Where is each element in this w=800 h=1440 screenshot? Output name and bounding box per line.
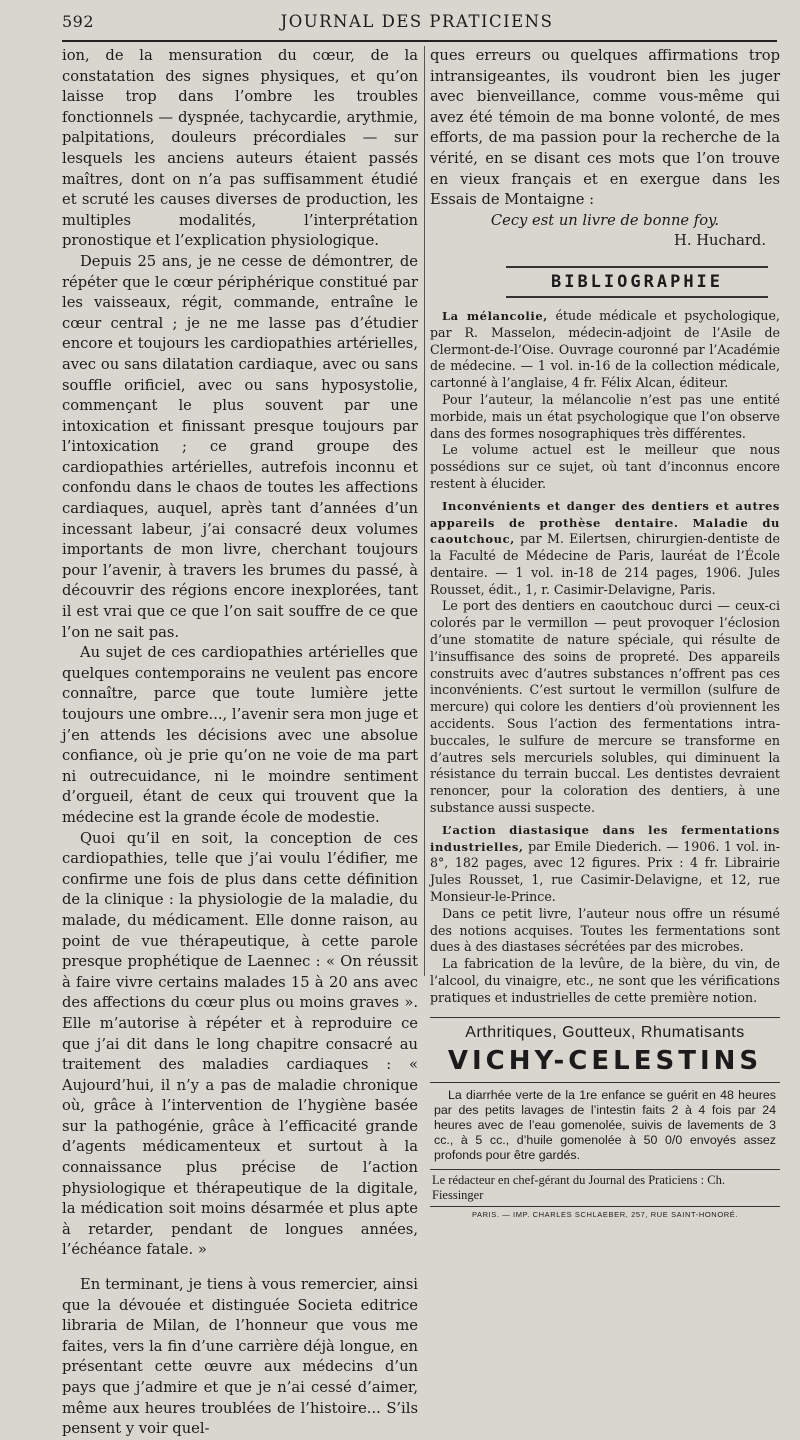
entry-paragraph: Dans ce petit livre, l’auteur nous offre un résumé des notions acquises. Toutes les fermentations sont dues à des diastases sécrétées par des microbes.: [430, 905, 780, 955]
entry-reference: par Emile Diederich. — 1906. 1 vol. in-8°, 182 pages, avec 12 figures. Prix : 4 fr. Librairie Jules Rousset, 1, rue Casimir-Delavigne, et 12, rue Monsieur-le-Prince.: [430, 838, 780, 905]
page-header: [62, 10, 772, 36]
header-rule: [62, 40, 777, 42]
bibliography-entry: [430, 498, 780, 817]
ad-text: La diarrhée verte de la 1re enfance se guérit en 48 heures par des petits lavages de l’intestin faits 2 à 4 fois par 24 heures avec de l’eau gomenolée, suivis de lavements de 3 cc., à 5 cc., d’huile gomenolée à 50 0/0 envoyés assez profonds pour être gardés.: [430, 1082, 780, 1163]
entry-reference: par M. Eilertsen, chirurgien-dentiste de la Faculté de Médecine de Paris, lauréat de l’École dentaire. — 1 vol. in-18 de 214 pages, 1906. Jules Rousset, édit., 1, r. Casimir-Delavigne, Paris.: [430, 531, 780, 597]
section-heading: BIBLIOGRAPHIE: [550, 271, 724, 292]
montaigne-quote: Cecy est un livre de bonne foy.: [490, 211, 720, 229]
entry-paragraph: Le volume actuel est le meilleur que nous possédions sur ce sujet, où tant d’inconnus encore restent à élucider.: [430, 442, 780, 491]
entry-title: La mélancolie,: [442, 308, 548, 323]
paragraph: Depuis 25 ans, je ne cesse de démontrer, de répéter que le cœur périphérique constitué par les vaisseaux, régit, commande, entraîne le cœur central ; je ne me lasse pas d’étudier encore et toujours les cardiopathies artérielles, avec ou sans dilatation cardiaque, avec ou sans souffle orificiel, avec ou sans hyposystolie, commençant le plus souvent par une intoxication et finissant presque toujours par l’intoxication ; ce grand groupe des cardiopathies artérielles, autrefois inconnu et confondu dans le chaos de toutes les affections cardiaques, auquel, après tant d’années d’un incessant labeur, j’ai consacré deux volumes importants de mon livre, cherchant toujours pour l’avenir, à travers les brumes du passé, à découvrir des régions encore inexplorées, tant il est vrai que ce que l’on sait souffre de ce que l’on ne sait pas.: [62, 252, 418, 641]
bibliography-entry: [430, 822, 780, 1007]
entry-paragraph: La fabrication de la levûre, de la bière, du vin, de l’alcool, du vinaigre, etc., ne sont que les vérifications pratiques et industrielles de cette première notion.: [430, 956, 780, 1005]
ad-tagline: Arthritiques, Goutteux, Rhumatisants: [465, 1023, 745, 1041]
author-signature: H. Huchard.: [674, 232, 766, 250]
entry-paragraph: Pour l’auteur, la mélancolie n’est pas une entité morbide, mais un état psychologique que l’on observe dans des formes nosographiques très différentes.: [430, 391, 780, 441]
bibliography-entry: [430, 308, 780, 493]
paragraph: Quoi qu’il en soit, la conception de ces cardiopathies, telle que j’ai voulu l’édifier, me confirme une fois de plus dans cette définition de la clinique : la physiologie de la maladie, du malade, du médicament. Elle donne raison, au point de vue thérapeutique, à cette parole presque prophétique de Laennec : « On réussit à faire vivre certains malades 15 à 20 ans avec des affections du cœur plus ou moins graves ». Elle m’autorise à répéter et à reproduire ce que j’ai dit dans le long chapitre consacré au traitement des maladies cardiaques : « Aujourd’hui, il n’y a pas de maladie chronique où, grâce à l’intervention de l’hygiène basée sur la pathogénie, grâce à l’efficacité grande d’agents médicamenteux et surtout à la connaissance plus précise de l’action physiologique et thérapeutique de la digitale, la médication soit moins désarmée et plus apte à retarder, pendant de longues années, l’échéance fatale. »: [62, 829, 418, 1259]
printer-line: PARIS. — IMP. CHARLES SCHLAEBER, 257, RUE SAINT-HONORÉ.: [471, 1209, 739, 1219]
journal-title: JOURNAL DES PRATICIENS: [280, 12, 554, 31]
column-separator: [424, 46, 425, 976]
bibliography-list: [430, 308, 780, 1007]
left-column: [62, 46, 418, 1438]
section-heading-box: [506, 266, 768, 298]
ad-brand: VICHY-CELESTINS: [447, 1045, 763, 1076]
paragraph: ques erreurs ou quelques affirmations trop intransigeantes, ils voudront bien les juger avec bienveillance, comme vous-même qui avez été témoin de ma bonne volonté, de mes efforts, de ma passion pour la recherche de la vérité, en se disant ces mots que l’on trouve en vieux français et en exergue dans les Essais de Montaigne :: [430, 47, 780, 209]
entry-paragraph: Le port des dentiers en caoutchouc durci — ceux-ci colorés par le vermillon — peut provoquer l’éclosion d’une stomatite de nature spéciale, qui résulte de l’insuffisance des soins de propreté. Des appareils construits avec d’autres substances n’offrent pas ces inconvénients. C’est surtout le vermillon (sulfure de mercure) qui colore les dentiers d’où proviennent les accidents. Sous l’action des fermentations intra-buccales, le sulfure de mercure se transforme en d’autres sels mercuriels solubles, qui diminuent la résistance du terrain buccal. Les dentistes devraient renoncer, pour la coloration des dentiers, à une substance aussi suspecte.: [430, 598, 780, 816]
entry-title: Inconvénients et danger des dentiers et autres appareils de prothèse dentaire. Maladie du caoutchouc,: [430, 498, 780, 547]
editor-line: Le rédacteur en chef-gérant du Journal des Praticiens : Ch. Fiessinger: [430, 1169, 780, 1207]
entry-title: L’action diastasique dans les fermentations industrielles,: [430, 822, 780, 854]
paragraph: ion, de la mensuration du cœur, de la constatation des signes physiques, et qu’on laisse trop dans l’ombre les troubles fonctionnels — dyspnée, tachycardie, arythmie, palpitations, douleurs précordiales — sur lesquels les anciens auteurs étaient passés maîtres, dont on n’a pas suffisamment étudié et scruté les causes diverses de production, les multiples modalités, l’interprétation pronostique et l’explication physiologique.: [62, 47, 418, 250]
paragraph: Au sujet de ces cardiopathies artérielles que quelques contemporains ne veulent pas encore connaître, parce que toute lumière jette toujours une ombre..., l’avenir sera mon juge et j’en attends les décisions avec une absolue confiance, où je prie qu’on ne voie de ma part ni outrecuidance, ni le moindre sentiment d’orgueil, étant de ceux qui trouvent que la médecine est la grande école de modestie.: [62, 644, 418, 826]
paragraph: En terminant, je tiens à vous remercier, ainsi que la dévouée et distinguée Societa editrice libraria de Milan, de l’honneur que vous me faites, vers la fin d’une carrière déjà longue, en présentant cette œuvre aux médecins d’un pays que j’admire et que je n’ai cessé d’aimer, même aux heures troublées de l’histoire... S’ils pensent y voir quel-: [62, 1276, 418, 1438]
entry-reference: étude médicale et psychologique, par R. Masselon, médecin-adjoint de l’Asile de Clermont-de-l’Oise. Ouvrage couronné par l’Académie de médecine. — 1 vol. in-16 de la collection médicale, cartonné à l’anglaise, 4 fr. Félix Alcan, éditeur.: [430, 307, 780, 391]
right-column: [430, 46, 780, 1219]
advertisement: [430, 1017, 780, 1219]
page-number: 592: [62, 12, 95, 31]
